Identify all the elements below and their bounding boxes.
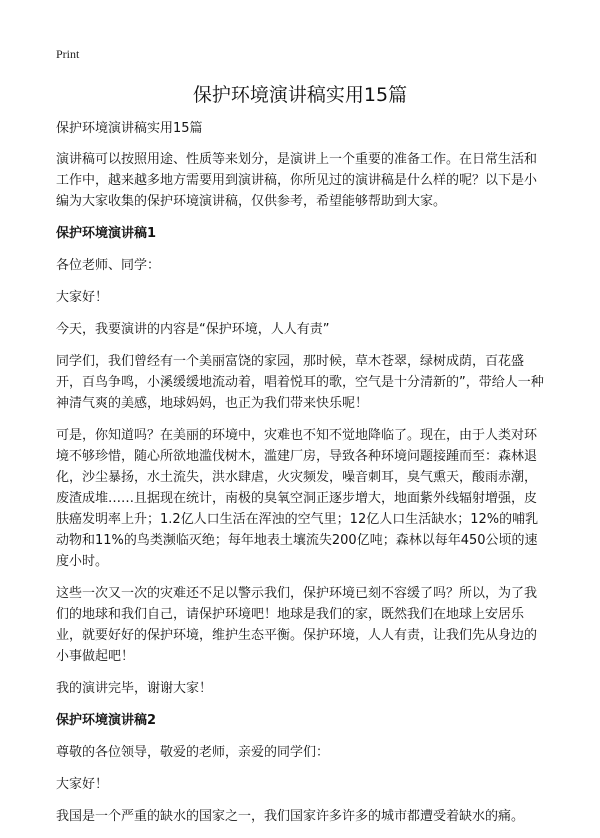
section-heading: 保护环境演讲稿2 bbox=[56, 713, 157, 728]
section-heading: 保护环境演讲稿1 bbox=[56, 226, 157, 241]
intro-paragraph: 演讲稿可以按照用途、性质等来划分，是演讲上一个重要的准备工作。在日常生活和工作中，越来越多地方需要用到演讲稿，你所见过的演讲稿是什么样的呢？以下是小编为大家收集的保护环境演讲稿，仅供参考，希望能够帮助到大家。 bbox=[56, 152, 538, 209]
paragraph: 大家好！ bbox=[56, 777, 109, 792]
paragraph: 大家好！ bbox=[56, 290, 109, 305]
document-subtitle: 保护环境演讲稿实用15篇 bbox=[56, 121, 203, 136]
paragraph: 同学们，我们曾经有一个美丽富饶的家园，那时候，草木苍翠，绿树成荫，百花盛开，百鸟争鸣，小溪缓缓地流动着，唱着悦耳的歌，空气是十分清新的”，带给人一种神清气爽的美感，地球妈妈，也正为我们带来快乐呢！ bbox=[56, 354, 544, 411]
paragraph: 尊敬的各位领导，敬爱的老师，亲爱的同学们： bbox=[56, 745, 330, 760]
document-body bbox=[56, 118, 548, 838]
document-title: 保护环境演讲稿实用15篇 bbox=[192, 84, 408, 106]
paragraph: 各位老师、同学： bbox=[56, 258, 161, 273]
paragraph: 可是，你知道吗？在美丽的环境中，灾难也不知不觉地降临了。现在，由于人类对环境不够珍惜，随心所欲地滥伐树木，滥建厂房，导致各种环境问题接踵而至：森林退化，沙尘暴扬，水土流失，洪水肆虐，火灾频发，噪音刺耳，臭气熏天，酸雨赤潮，废渣成堆……且据现在统计，南极的臭氧空洞正逐步增大，地面紫外线辐射增强，皮肤癌发明率上升；1.2亿人口生活在浑浊的空气里；12亿人口生活缺水；12%的哺乳动物和11%的鸟类濒临灭绝；每年地表土壤流失200亿吨；森林以每年450公顷的速度小时。 bbox=[56, 428, 539, 569]
print-label: Print bbox=[56, 47, 80, 61]
paragraph: 我的演讲完毕，谢谢大家！ bbox=[56, 681, 213, 696]
paragraph: 这些一次又一次的灾难还不足以警示我们，保护环境已刻不容缓了吗？所以，为了我们的地球和我们自己，请保护环境吧！地球是我们的家，既然我们在地球上安居乐业，就要好好的保护环境，维护生态平衡。保护环境，人人有责，让我们先从身边的小事做起吧！ bbox=[56, 586, 538, 664]
paragraph: 今天，我要演讲的内容是“保护环境，人人有责” bbox=[56, 322, 330, 337]
paragraph: 我国是一个严重的缺水的国家之一，我们国家许多许多的城市都遭受着缺水的痛。 bbox=[56, 809, 525, 824]
